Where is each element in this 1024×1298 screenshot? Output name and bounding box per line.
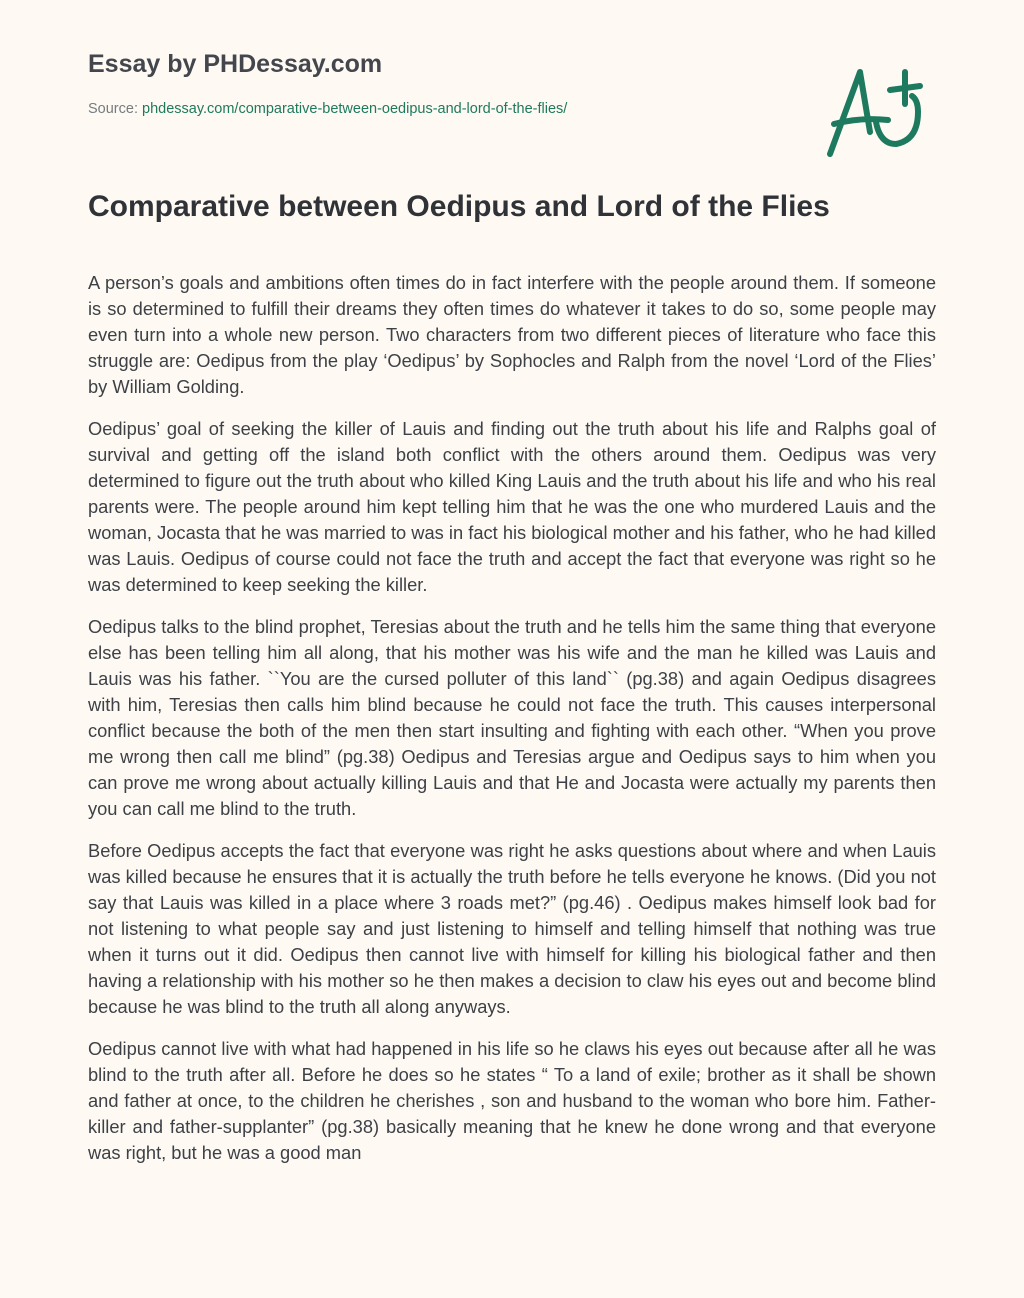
paragraph: Before Oedipus accepts the fact that everyone was right he asks questions about where and when Lauis was killed because he ensures that it is actually the truth before he tells everyone he knows. (Did you not say that Lauis was killed in a place where 3 roads met?” (pg.46) . Oedipus makes himself look bad for not listening to what people say and just listening to himself and telling himself that nothing was true when it turns out it did. Oedipus then cannot live with himself for killing his biological father and then having a relationship with his mother so he then makes a decision to claw his eyes out and become blind because he was blind to the truth all along anyways.: [88, 840, 936, 1017]
source-link[interactable]: phdessay.com/comparative-between-oedipus-and-lord-of-the-flies/: [142, 101, 568, 117]
essay-body: [88, 270, 936, 1248]
paragraph: Oedipus’ goal of seeking the killer of Lauis and finding out the truth about his life and Ralphs goal of survival and getting off the island both conflict with the others around them. Oedipus was very determined to figure out the truth about who killed King Lauis and the truth about his life and who his real parents were. The people around him kept telling him that he was the one who murdered Lauis and the woman, Jocasta that he was married to was in fact his biological mother and his father, who he had killed was Lauis. Oedipus of course could not face the truth and accept the fact that everyone was right so he was determined to keep seeking the killer.: [88, 418, 936, 595]
a-plus-logo-icon: [820, 62, 930, 162]
source-line: [88, 101, 567, 117]
paragraph: A person’s goals and ambitions often times do in fact interfere with the people around them. If someone is so determined to fulfill their dreams they often times do whatever it takes to do so, some people may even turn into a whole new person. Two characters from two different pieces of literature who face this struggle are: Oedipus from the play ‘Oedipus’ by Sophocles and Ralph from the novel ‘Lord of the Flies’ by William Golding.: [88, 272, 936, 397]
paragraph: Oedipus talks to the blind prophet, Teresias about the truth and he tells him the same thing that everyone else has been telling him all along, that his mother was his wife and the man he killed was Lauis and Lauis was his father. ``You are the cursed polluter of this land`` (pg.38) and again Oedipus disagrees with him, Teresias then calls him blind because he could not face the truth. This causes interpersonal conflict because the both of the men then start insulting and fighting with each other. “When you prove me wrong then call me blind” (pg.38) Oedipus and Teresias argue and Oedipus says to him when you can prove me wrong about actually killing Lauis and that He and Jocasta were actually my parents then you can call me blind to the truth.: [88, 616, 936, 819]
paragraph: Oedipus cannot live with what had happened in his life so he claws his eyes out because after all he was blind to the truth after all. Before he does so he states “ To a land of exile; brother as it shall be shown and father at once, to the children he cherishes , son and husband to the woman who bore him. Father-killer and father-supplanter” (pg.38) basically meaning that he knew he done wrong and that everyone was right, but he was a good man: [88, 1038, 936, 1163]
site-brand: Essay by PHDessay.com: [88, 50, 383, 78]
source-label: Source:: [88, 101, 138, 117]
essay-title: Comparative between Oedipus and Lord of the Flies: [88, 190, 830, 223]
